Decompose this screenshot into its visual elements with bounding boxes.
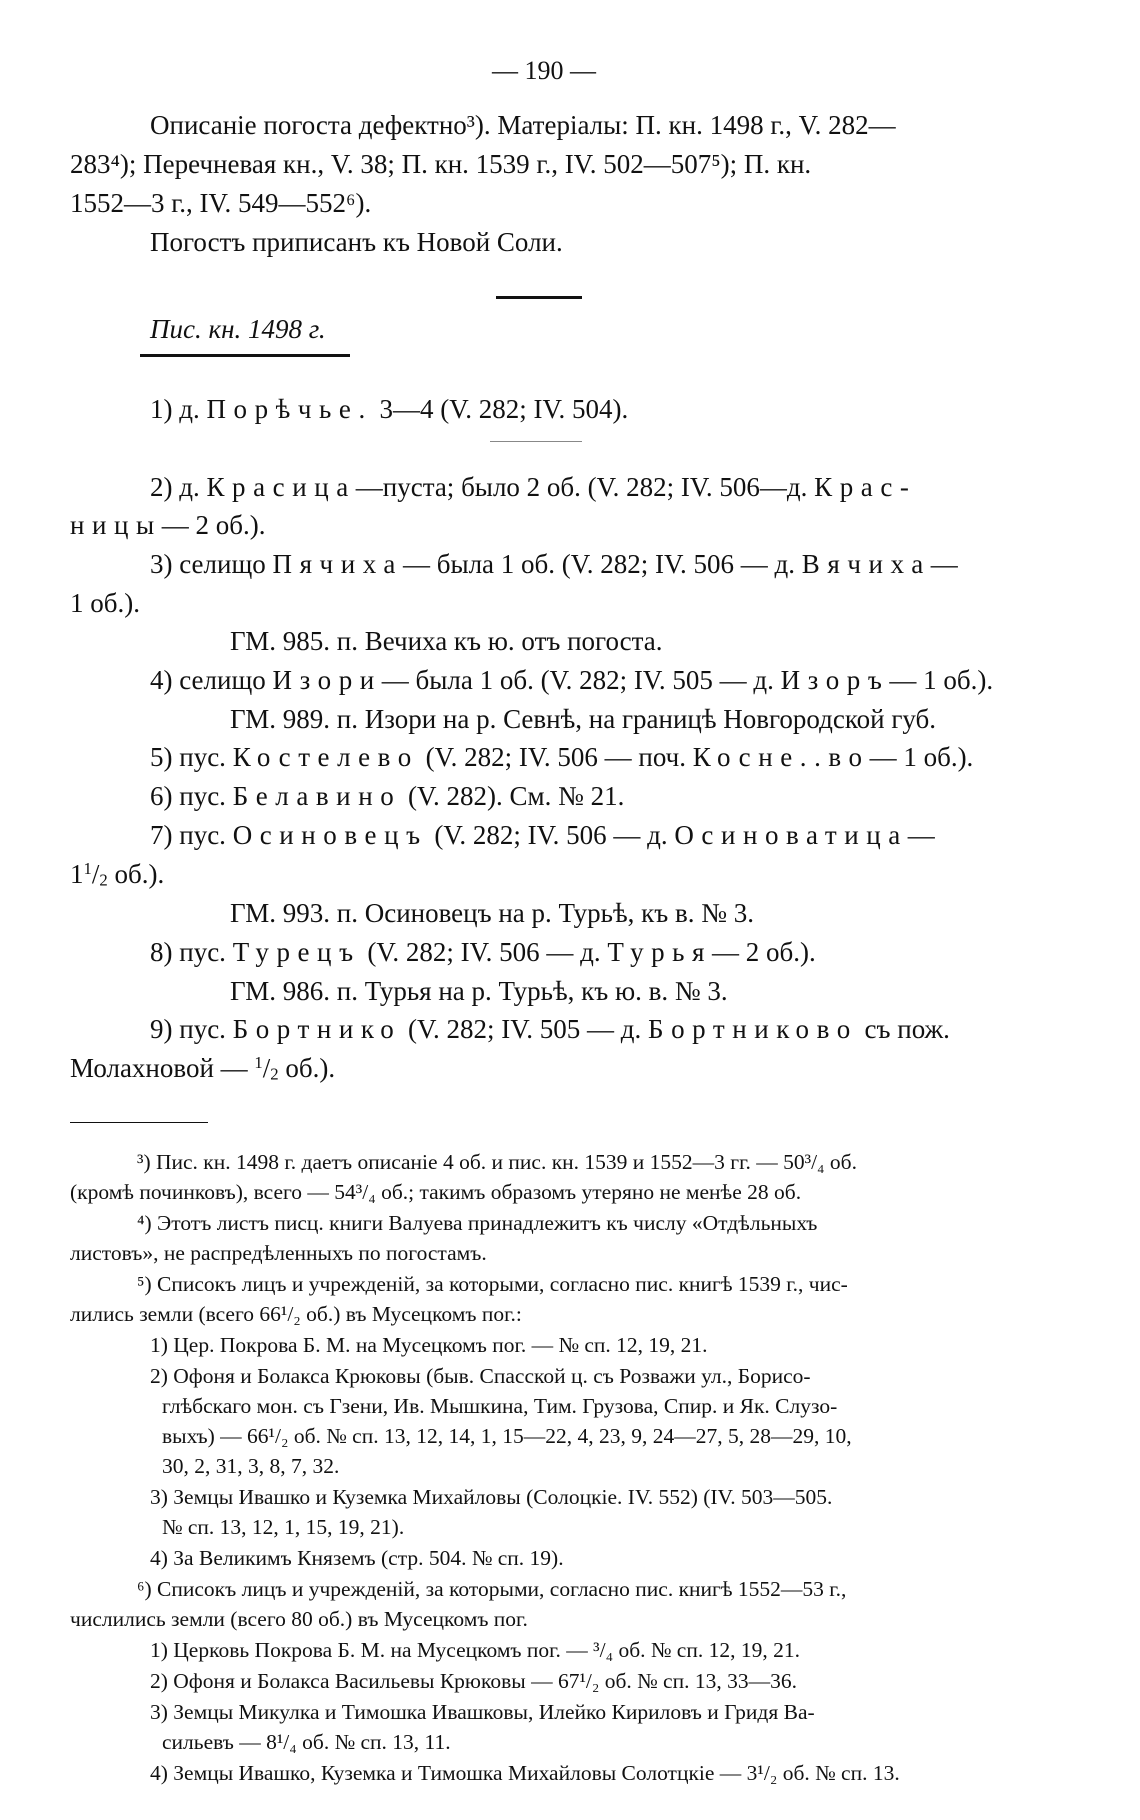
place-name: Костелево bbox=[232, 742, 419, 772]
page-number: — 190 — bbox=[492, 56, 596, 85]
place-name: Пячиха bbox=[272, 549, 403, 579]
footnote-6-item: 2) Офоня и Болакса Васильевы Крюковы — 67¹/₂ об. № сп. 13, 33—36. bbox=[150, 1669, 797, 1693]
entry-6 bbox=[150, 783, 624, 810]
entry-text: — была 1 об. (V. 282; IV. 506 — д. bbox=[402, 549, 796, 579]
entry-number: 1) д. bbox=[150, 394, 200, 424]
footnote-text: Этотъ листъ писц. книги Валуева принадлежитъ къ числу «Отдѣльныхъ bbox=[157, 1211, 818, 1235]
entry-9 bbox=[150, 1016, 950, 1043]
footnote-text: Списокъ лицъ и учрежденій, за которыми, согласно пис. книгѣ 1552—53 г., bbox=[157, 1577, 847, 1601]
footnote-4 bbox=[137, 1213, 817, 1235]
footnote-6-item: 3) Земцы Микулка и Тимошка Ивашковы, Илейко Кириловъ и Гридя Ва- bbox=[150, 1700, 815, 1724]
place-name: Осиноватица bbox=[674, 820, 908, 850]
footnote-6-item: 1) Церковь Покрова Б. М. на Мусецкомъ пог. — ³/₄ об. № сп. 12, 19, 21. bbox=[150, 1638, 800, 1662]
entry-text: — 2 об.). bbox=[161, 510, 266, 540]
place-name: Белавино bbox=[232, 781, 402, 811]
footnote-mark: ⁶) bbox=[137, 1577, 152, 1601]
footnote-text: Списокъ лицъ и учрежденій, за которыми, согласно пис. книгѣ 1539 г., чис- bbox=[157, 1272, 848, 1296]
footnote-3 bbox=[137, 1152, 857, 1174]
fraction-whole: 1 bbox=[70, 859, 84, 889]
footnote-6-cont: числились земли (всего 80 об.) въ Мусецкомъ пог. bbox=[70, 1607, 528, 1631]
entry-text: — 2 об.). bbox=[712, 937, 816, 967]
entry-3-note: ГМ. 985. п. Вечиха къ ю. отъ погоста. bbox=[230, 626, 663, 656]
place-name: Бортнико bbox=[232, 1014, 402, 1044]
entry-text: Молахновой — bbox=[70, 1053, 248, 1083]
fraction-denominator: 2 bbox=[270, 1064, 279, 1084]
place-name: Турья bbox=[607, 937, 713, 967]
footnote-5-item: 3) Земцы Ивашко и Куземка Михайловы (Солоцкіе. IV. 552) (IV. 503—505. bbox=[150, 1485, 833, 1509]
entry-text: 2) д. bbox=[150, 472, 200, 502]
entry-5 bbox=[150, 744, 973, 771]
place-name: Вячиха bbox=[801, 549, 931, 579]
entry-text: 4) селищо bbox=[150, 665, 266, 695]
entry-text: (V. 282; IV. 506 — д. bbox=[367, 937, 601, 967]
entry-text: 7) пус. bbox=[150, 820, 226, 850]
entry-text: —пуста; было 2 об. (V. 282; IV. 506—д. bbox=[355, 472, 808, 502]
entry-text: 5) пус. bbox=[150, 742, 226, 772]
place-name: Красица bbox=[206, 472, 356, 502]
entry-text: (V. 282; IV. 506 — д. bbox=[434, 820, 668, 850]
place-name: Осиновецъ bbox=[232, 820, 428, 850]
intro-line: Погостъ приписанъ къ Новой Соли. bbox=[150, 227, 563, 257]
footnote-mark: ⁵) bbox=[137, 1272, 152, 1296]
entry-text: — bbox=[930, 549, 958, 579]
entry-4-note: ГМ. 989. п. Изори на р. Севнѣ, на границѣ Новгородской губ. bbox=[230, 704, 937, 734]
entry-text: съ пож. bbox=[864, 1014, 950, 1044]
fraction-numerator: 1 bbox=[83, 858, 92, 878]
entry-text: об.). bbox=[114, 859, 165, 889]
entry-text: — 1 об.). bbox=[889, 665, 994, 695]
entry-7-note: ГМ. 993. п. Осиновецъ на р. Турьѣ, къ в. № 3. bbox=[230, 898, 754, 928]
footnote-6-item: 4) Земцы Ивашко, Куземка и Тимошка Михайловы Солотцкіе — 3¹/₂ об. № сп. 13. bbox=[150, 1761, 900, 1785]
entry-text: (V. 282; IV. 505 — д. bbox=[408, 1014, 642, 1044]
place-name: Крас- bbox=[814, 472, 917, 502]
entry-text: 9) пус. bbox=[150, 1014, 226, 1044]
place-name: Изоръ bbox=[780, 665, 890, 695]
footnote-4-cont: листовъ», не распредѣленныхъ по погостамъ. bbox=[70, 1241, 487, 1265]
fraction-numerator: 1 bbox=[254, 1052, 263, 1072]
footnote-6-item-cont: сильевъ — 8¹/₄ об. № сп. 13, 11. bbox=[162, 1730, 451, 1754]
place-name: Косне..во bbox=[692, 742, 870, 772]
entry-8-note: ГМ. 986. п. Турья на р. Турьѣ, къ ю. в. № 3. bbox=[230, 976, 728, 1006]
entry-3-cont: 1 об.). bbox=[70, 588, 140, 618]
footnote-5-item: 2) Офоня и Болакса Крюковы (быв. Спасской ц. съ Розважи ул., Борисо- bbox=[150, 1364, 811, 1388]
place-name: ницы bbox=[70, 510, 162, 540]
footnote-5-item-cont: № сп. 13, 12, 1, 15, 19, 21). bbox=[162, 1515, 405, 1539]
entry-text: об.). bbox=[285, 1053, 336, 1083]
section-heading-underline bbox=[140, 354, 350, 357]
footnote-5-item-cont: 30, 2, 31, 3, 8, 7, 32. bbox=[162, 1454, 340, 1478]
footnote-mark: ³) bbox=[137, 1150, 151, 1174]
section-heading: Пис. кн. 1498 г. bbox=[150, 314, 326, 344]
place-name: Турецъ bbox=[232, 937, 361, 967]
footnote-5 bbox=[137, 1274, 848, 1296]
footnote-mark: ⁴) bbox=[137, 1211, 152, 1235]
place-name: Порѣчье. bbox=[206, 394, 373, 424]
entry-text: 6) пус. bbox=[150, 781, 226, 811]
footnote-5-item: 4) За Великимъ Княземъ (стр. 504. № сп. 19). bbox=[150, 1546, 564, 1570]
entry-3 bbox=[150, 551, 958, 578]
entry-text: (V. 282; IV. 506 — поч. bbox=[425, 742, 686, 772]
entry-text: 3) селищо bbox=[150, 549, 266, 579]
section-divider bbox=[496, 296, 582, 299]
place-name: Бортниково bbox=[648, 1014, 858, 1044]
entry-text: 8) пус. bbox=[150, 937, 226, 967]
intro-line: 283⁴); Перечневая кн., V. 38; П. кн. 1539 г., IV. 502—507⁵); П. кн. bbox=[70, 149, 812, 179]
footnote-text: Пис. кн. 1498 г. даетъ описаніе 4 об. и пис. кн. 1539 и 1552—3 гг. — 50³/₄ об. bbox=[155, 1150, 857, 1174]
footnote-5-cont: лились земли (всего 66¹/₂ об.) въ Мусецкомъ пог.: bbox=[70, 1302, 522, 1326]
footnote-separator bbox=[70, 1122, 208, 1123]
footnote-5-item: 1) Цер. Покрова Б. М. на Мусецкомъ пог. — № сп. 12, 19, 21. bbox=[150, 1333, 708, 1357]
entry-9-cont: Молахновой — $^1/_2$ об.). bbox=[70, 1052, 336, 1084]
place-name: Изори bbox=[272, 665, 382, 695]
fraction-denominator: 2 bbox=[99, 870, 108, 890]
entry-text: — bbox=[907, 820, 935, 850]
entry-text: — 1 об.). bbox=[869, 742, 974, 772]
entry-7-cont: $1^1/_2$ об.). bbox=[70, 858, 165, 890]
footnote-3-cont: (кромѣ починковъ), всего — 54³/₄ об.; такимъ образомъ утеряно не менѣе 28 об. bbox=[70, 1180, 802, 1204]
footnote-5-item-cont: глѣбскаго мон. съ Гзени, Ив. Мышкина, Тим. Грузова, Спир. и Як. Слузо- bbox=[162, 1394, 838, 1418]
entry-8 bbox=[150, 939, 816, 966]
footnote-5-item-cont: выхъ) — 66¹/₂ об. № сп. 13, 12, 14, 1, 15—22, 4, 23, 9, 24—27, 5, 28—29, 10, bbox=[162, 1424, 852, 1448]
entry-4 bbox=[150, 667, 993, 694]
entry-1 bbox=[150, 396, 628, 423]
entry-text: (V. 282). См. № 21. bbox=[408, 781, 625, 811]
entry-text: — была 1 об. (V. 282; IV. 505 — д. bbox=[381, 665, 774, 695]
entry-2 bbox=[150, 474, 916, 501]
intro-line: 1552—3 г., IV. 549—552⁶). bbox=[70, 188, 372, 218]
footnote-6 bbox=[137, 1579, 846, 1601]
entry-text: 3—4 (V. 282; IV. 504). bbox=[379, 394, 629, 424]
entry-7 bbox=[150, 822, 935, 849]
entry-2-cont bbox=[70, 512, 265, 539]
small-divider bbox=[490, 441, 582, 442]
intro-line: Описаніе погоста дефектно³). Матеріалы: П. кн. 1498 г., V. 282— bbox=[150, 110, 896, 140]
